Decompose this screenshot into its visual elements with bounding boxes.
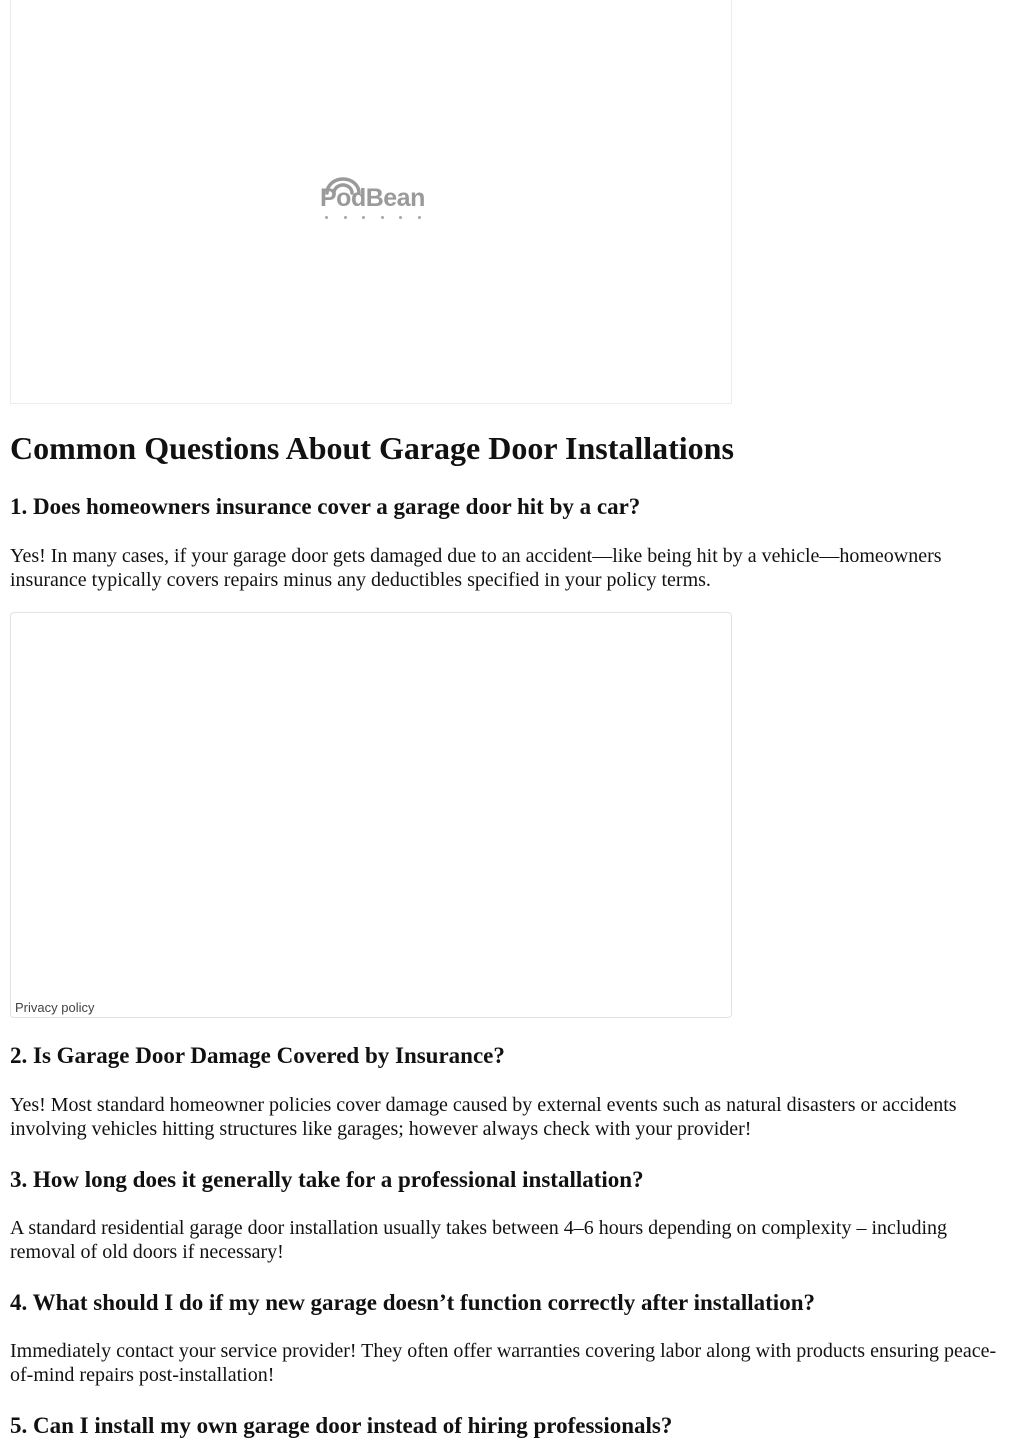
podbean-player-embed[interactable] xyxy=(10,0,732,404)
podbean-logo xyxy=(320,176,426,228)
faq-answer-1: Yes! In many cases, if your garage door gets damaged due to an accident—like being hit by a vehicle—homeowners insurance typically covers repairs minus any deductibles specified in your policy terms. xyxy=(10,545,942,591)
faq-question-2: 2. Is Garage Door Damage Covered by Insurance? xyxy=(10,1043,505,1068)
loading-dots-icon xyxy=(325,216,421,219)
video-embed[interactable] xyxy=(10,612,732,1018)
privacy-policy-link[interactable]: Privacy policy xyxy=(14,1000,97,1017)
podbean-wordmark: PodBean xyxy=(320,184,425,212)
faq-question-1: 1. Does homeowners insurance cover a garage door hit by a car? xyxy=(10,494,641,519)
faq-question-4: 4. What should I do if my new garage doesn’t function correctly after installation? xyxy=(10,1290,815,1315)
faq-answer-3: A standard residential garage door installation usually takes between 4–6 hours depending on complexity – including removal of old doors if necessary! xyxy=(10,1217,948,1263)
faq-answer-4: Immediately contact your service provider! They often offer warranties covering labor along with products ensuring peace-of-mind repairs post-installation! xyxy=(10,1340,997,1386)
faq-answer-2: Yes! Most standard homeowner policies cover damage caused by external events such as natural disasters or accidents involving vehicles hitting structures like garages; however always check with your provider! xyxy=(10,1094,957,1140)
article-title: Common Questions About Garage Door Installations xyxy=(10,430,734,466)
faq-question-3: 3. How long does it generally take for a professional installation? xyxy=(10,1167,644,1192)
faq-question-5: 5. Can I install my own garage door instead of hiring professionals? xyxy=(10,1413,673,1438)
